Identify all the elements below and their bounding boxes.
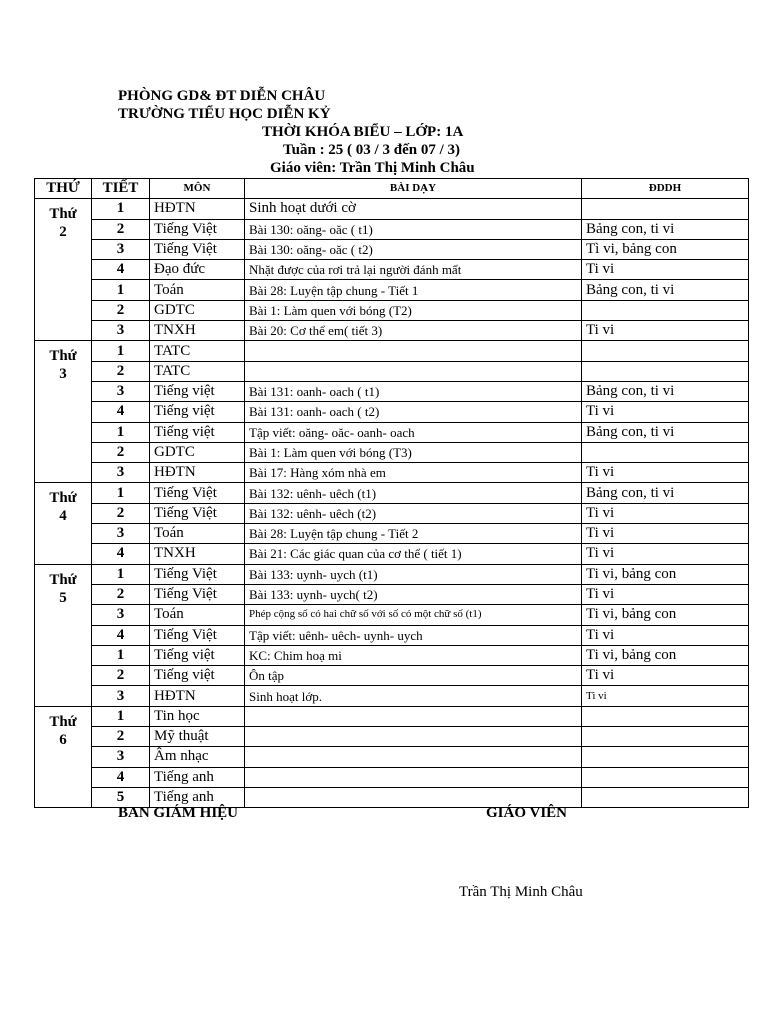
table-row xyxy=(35,503,749,523)
subject-cell: HĐTN xyxy=(150,686,245,706)
lesson-cell: Bài 28: Luyện tập chung - Tiết 1 xyxy=(245,280,582,300)
lesson-cell: Tập viết: uênh- uêch- uynh- uych xyxy=(245,625,582,645)
subject-cell: Tiếng việt xyxy=(150,645,245,665)
teacher-label: GIÁO VIÊN xyxy=(486,805,567,821)
period-cell: 1 xyxy=(92,645,150,665)
subject-cell: GDTC xyxy=(150,442,245,462)
day-cell: Thứ 2 xyxy=(35,199,92,341)
table-row xyxy=(35,260,749,280)
day-cell: Thứ 4 xyxy=(35,483,92,564)
equipment-cell xyxy=(582,706,749,726)
subject-cell: TATC xyxy=(150,341,245,361)
table-row xyxy=(35,280,749,300)
table-row xyxy=(35,463,749,483)
subject-cell: Tiếng Việt xyxy=(150,239,245,259)
lesson-cell: Bài 130: oăng- oăc ( t1) xyxy=(245,219,582,239)
period-cell: 3 xyxy=(92,747,150,767)
subject-cell: Tiếng việt xyxy=(150,381,245,401)
subject-cell: Âm nhạc xyxy=(150,747,245,767)
period-cell: 1 xyxy=(92,199,150,219)
week-range: Tuần : 25 ( 03 / 3 đến 07 / 3) xyxy=(283,142,460,158)
period-cell: 3 xyxy=(92,463,150,483)
subject-cell: Tiếng việt xyxy=(150,402,245,422)
lesson-cell xyxy=(245,706,582,726)
table-row xyxy=(35,706,749,726)
table-row xyxy=(35,199,749,219)
table-row xyxy=(35,341,749,361)
period-cell: 1 xyxy=(92,483,150,503)
lesson-cell: KC: Chim hoạ mi xyxy=(245,645,582,665)
lesson-cell: Tập viết: oăng- oăc- oanh- oach xyxy=(245,422,582,442)
table-row xyxy=(35,605,749,625)
equipment-cell: Bảng con, ti vi xyxy=(582,280,749,300)
table-row xyxy=(35,321,749,341)
equipment-cell xyxy=(582,300,749,320)
lesson-cell xyxy=(245,747,582,767)
lesson-cell: Bài 17: Hàng xóm nhà em xyxy=(245,463,582,483)
table-row xyxy=(35,422,749,442)
period-cell: 5 xyxy=(92,787,150,807)
table-row xyxy=(35,686,749,706)
lesson-cell: Bài 132: uênh- uêch (t2) xyxy=(245,503,582,523)
period-cell: 2 xyxy=(92,727,150,747)
equipment-cell xyxy=(582,199,749,219)
subject-cell: Tiếng Việt xyxy=(150,584,245,604)
school-name: TRƯỜNG TIỂU HỌC DIỄN KỶ xyxy=(118,106,331,122)
header-subject: MÔN xyxy=(150,179,245,199)
subject-cell: HĐTN xyxy=(150,463,245,483)
equipment-cell xyxy=(582,361,749,381)
subject-cell: Toán xyxy=(150,605,245,625)
day-cell: Thứ 3 xyxy=(35,341,92,483)
table-row xyxy=(35,564,749,584)
equipment-cell xyxy=(582,341,749,361)
lesson-cell xyxy=(245,361,582,381)
period-cell: 3 xyxy=(92,686,150,706)
lesson-cell: Ôn tập xyxy=(245,666,582,686)
equipment-cell xyxy=(582,767,749,787)
equipment-cell: Ti vi xyxy=(582,584,749,604)
teacher-name: Giáo viên: Trần Thị Minh Châu xyxy=(270,160,475,176)
period-cell: 3 xyxy=(92,605,150,625)
subject-cell: Toán xyxy=(150,524,245,544)
lesson-cell: Bài 21: Các giác quan của cơ thể ( tiết 1) xyxy=(245,544,582,564)
lesson-cell: Bài 20: Cơ thể em( tiết 3) xyxy=(245,321,582,341)
period-cell: 1 xyxy=(92,706,150,726)
table-row xyxy=(35,747,749,767)
header-equipment: ĐDDH xyxy=(582,179,749,199)
equipment-cell: Ti vi xyxy=(582,503,749,523)
period-cell: 4 xyxy=(92,402,150,422)
subject-cell: Tiếng Việt xyxy=(150,564,245,584)
subject-cell: Tin học xyxy=(150,706,245,726)
subject-cell: Tiếng việt xyxy=(150,422,245,442)
table-row xyxy=(35,361,749,381)
period-cell: 2 xyxy=(92,503,150,523)
period-cell: 4 xyxy=(92,260,150,280)
subject-cell: TNXH xyxy=(150,321,245,341)
equipment-cell: Ti vi, bảng con xyxy=(582,564,749,584)
header-day: THỨ xyxy=(35,179,92,199)
table-row xyxy=(35,584,749,604)
equipment-cell: Ti vi xyxy=(582,544,749,564)
lesson-cell: Nhặt được của rơi trả lại người đánh mất xyxy=(245,260,582,280)
period-cell: 2 xyxy=(92,666,150,686)
principal-board-label: BAN GIÁM HIỆU xyxy=(118,805,239,821)
lesson-cell xyxy=(245,341,582,361)
period-cell: 2 xyxy=(92,584,150,604)
period-cell: 3 xyxy=(92,524,150,544)
equipment-cell xyxy=(582,727,749,747)
equipment-cell: Ti vi xyxy=(582,260,749,280)
subject-cell: Mỹ thuật xyxy=(150,727,245,747)
department-name: PHÒNG GD& ĐT DIỄN CHÂU xyxy=(118,88,326,104)
equipment-cell: Bảng con, ti vi xyxy=(582,422,749,442)
timetable-header-row xyxy=(35,179,749,199)
equipment-cell: Ti vi xyxy=(582,321,749,341)
table-row xyxy=(35,300,749,320)
day-cell: Thứ 6 xyxy=(35,706,92,807)
header-period: TIẾT xyxy=(92,179,150,199)
subject-cell: Toán xyxy=(150,280,245,300)
subject-cell: Tiếng việt xyxy=(150,666,245,686)
table-row xyxy=(35,239,749,259)
period-cell: 4 xyxy=(92,625,150,645)
subject-cell: Tiếng anh xyxy=(150,787,245,807)
lesson-cell: Bài 130: oăng- oăc ( t2) xyxy=(245,239,582,259)
table-row xyxy=(35,645,749,665)
table-row xyxy=(35,381,749,401)
equipment-cell: Ti vi, bảng con xyxy=(582,605,749,625)
subject-cell: HĐTN xyxy=(150,199,245,219)
table-row xyxy=(35,483,749,503)
period-cell: 4 xyxy=(92,544,150,564)
document-title: THỜI KHÓA BIỂU – LỚP: 1A xyxy=(262,124,464,140)
subject-cell: Tiếng Việt xyxy=(150,625,245,645)
lesson-cell: Bài 131: oanh- oach ( t1) xyxy=(245,381,582,401)
lesson-cell: Bài 28: Luyện tập chung - Tiết 2 xyxy=(245,524,582,544)
table-row xyxy=(35,625,749,645)
period-cell: 1 xyxy=(92,422,150,442)
lesson-cell xyxy=(245,727,582,747)
lesson-cell: Phép cộng số có hai chữ số với số có một chữ số (t1) xyxy=(245,605,582,625)
period-cell: 1 xyxy=(92,564,150,584)
equipment-cell: Ti vi xyxy=(582,524,749,544)
table-row xyxy=(35,442,749,462)
subject-cell: Tiếng Việt xyxy=(150,219,245,239)
period-cell: 2 xyxy=(92,300,150,320)
table-row xyxy=(35,402,749,422)
header-lesson: BÀI DẠY xyxy=(245,179,582,199)
teacher-signature-name: Trần Thị Minh Châu xyxy=(459,884,583,900)
table-row xyxy=(35,544,749,564)
table-row xyxy=(35,219,749,239)
table-row xyxy=(35,727,749,747)
subject-cell: TATC xyxy=(150,361,245,381)
equipment-cell xyxy=(582,747,749,767)
lesson-cell: Bài 132: uênh- uêch (t1) xyxy=(245,483,582,503)
equipment-cell: Ti vi xyxy=(582,625,749,645)
subject-cell: Đạo đức xyxy=(150,260,245,280)
lesson-cell: Bài 133: uynh- uych( t2) xyxy=(245,584,582,604)
table-row xyxy=(35,767,749,787)
period-cell: 3 xyxy=(92,239,150,259)
period-cell: 1 xyxy=(92,341,150,361)
equipment-cell: Ti vi, bảng con xyxy=(582,645,749,665)
equipment-cell: Bảng con, ti vi xyxy=(582,483,749,503)
equipment-cell: Tì vi, bảng con xyxy=(582,239,749,259)
equipment-cell: Ti vi xyxy=(582,686,749,706)
equipment-cell xyxy=(582,442,749,462)
subject-cell: Tiếng Việt xyxy=(150,483,245,503)
lesson-cell: Bài 133: uynh- uych (t1) xyxy=(245,564,582,584)
period-cell: 3 xyxy=(92,381,150,401)
equipment-cell: Ti vi xyxy=(582,463,749,483)
subject-cell: Tiếng Việt xyxy=(150,503,245,523)
subject-cell: TNXH xyxy=(150,544,245,564)
subject-cell: GDTC xyxy=(150,300,245,320)
table-row xyxy=(35,666,749,686)
equipment-cell: Bảng con, ti vi xyxy=(582,381,749,401)
period-cell: 1 xyxy=(92,280,150,300)
subject-cell: Tiếng anh xyxy=(150,767,245,787)
period-cell: 2 xyxy=(92,219,150,239)
day-cell: Thứ 5 xyxy=(35,564,92,706)
lesson-cell xyxy=(245,767,582,787)
timetable xyxy=(34,178,749,808)
period-cell: 2 xyxy=(92,442,150,462)
equipment-cell: Bảng con, ti vi xyxy=(582,219,749,239)
lesson-cell: Bài 131: oanh- oach ( t2) xyxy=(245,402,582,422)
equipment-cell: Ti vi xyxy=(582,402,749,422)
equipment-cell: Ti vi xyxy=(582,666,749,686)
lesson-cell: Sinh hoạt lớp. xyxy=(245,686,582,706)
period-cell: 4 xyxy=(92,767,150,787)
lesson-cell: Sinh hoạt dưới cờ xyxy=(245,199,582,219)
lesson-cell: Bài 1: Làm quen với bóng (T2) xyxy=(245,300,582,320)
period-cell: 2 xyxy=(92,361,150,381)
equipment-cell xyxy=(582,787,749,807)
period-cell: 3 xyxy=(92,321,150,341)
lesson-cell: Bài 1: Làm quen với bóng (T3) xyxy=(245,442,582,462)
table-row xyxy=(35,524,749,544)
